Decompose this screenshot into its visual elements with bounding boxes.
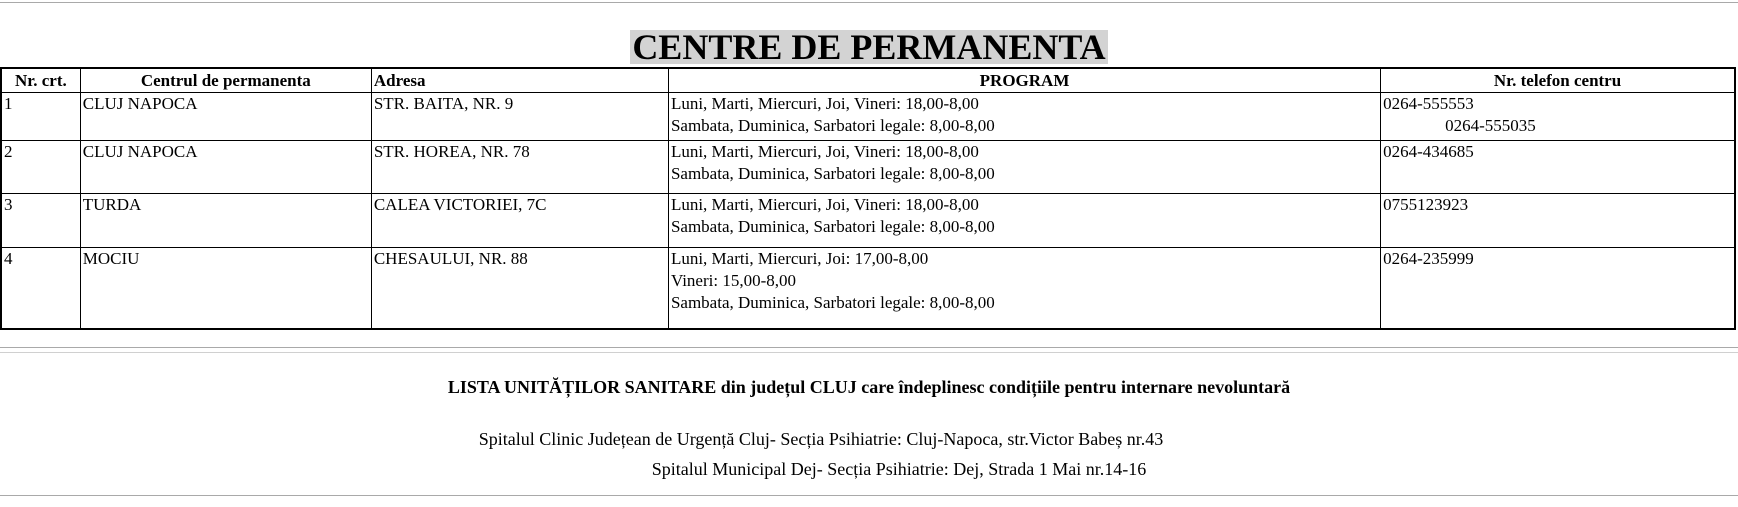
- header-centrul: Centrul de permanenta: [80, 68, 371, 93]
- cell-centru: TURDA: [80, 194, 371, 248]
- cell-telefon: [1381, 248, 1735, 330]
- table-row: [1, 194, 1735, 248]
- centres-table: [0, 67, 1736, 330]
- table-row: [1, 248, 1735, 330]
- header-telefon: Nr. telefon centru: [1381, 68, 1735, 93]
- program-line: Luni, Marti, Miercuri, Joi: 17,00-8,00: [670, 249, 929, 268]
- phone-number: 0264-235999: [1383, 249, 1474, 268]
- section-divider: [0, 347, 1738, 348]
- program-line: Vineri: 15,00-8,00: [670, 271, 796, 290]
- phone-number: 0264-555553: [1383, 94, 1474, 113]
- header-nr-crt: Nr. crt.: [1, 68, 80, 93]
- cell-adresa: STR. HOREA, NR. 78: [371, 141, 668, 194]
- cell-program: [668, 93, 1380, 141]
- header-adresa: Adresa: [371, 68, 668, 93]
- cell-telefon: [1381, 141, 1735, 194]
- cell-nr: 2: [1, 141, 80, 194]
- section-divider-secondary: [0, 352, 1738, 353]
- cell-program: [668, 194, 1380, 248]
- program-line: Sambata, Duminica, Sarbatori legale: 8,00-8,00: [670, 217, 995, 236]
- table-row: [1, 141, 1735, 194]
- bottom-divider: [0, 495, 1738, 496]
- header-program: PROGRAM: [668, 68, 1380, 93]
- phone-number: 0264-555035: [1445, 116, 1536, 135]
- title-container: [0, 27, 1738, 67]
- cell-telefon: [1381, 93, 1735, 141]
- program-line: Sambata, Duminica, Sarbatori legale: 8,00-8,00: [670, 164, 995, 183]
- top-divider: [0, 2, 1738, 3]
- cell-program: [668, 141, 1380, 194]
- program-line: Luni, Marti, Miercuri, Joi, Vineri: 18,00-8,00: [670, 142, 979, 161]
- phone-number: 0755123923: [1383, 195, 1469, 214]
- cell-program: [668, 248, 1380, 330]
- cell-adresa: CHESAULUI, NR. 88: [371, 248, 668, 330]
- program-line: Luni, Marti, Miercuri, Joi, Vineri: 18,00-8,00: [670, 94, 979, 113]
- cell-centru: CLUJ NAPOCA: [80, 141, 371, 194]
- cell-centru: MOCIU: [80, 248, 371, 330]
- list-title: LISTA UNITĂȚILOR SANITARE din județul CLUJ care îndeplinesc condițiile pentru internare nevoluntară: [447, 377, 1291, 397]
- cell-nr: 4: [1, 248, 80, 330]
- page-title: CENTRE DE PERMANENTA: [632, 27, 1106, 67]
- cell-adresa: CALEA VICTORIEI, 7C: [371, 194, 668, 248]
- table-header-row: [1, 68, 1735, 93]
- hospital-item: Spitalul Clinic Județean de Urgență Cluj- Secția Psihiatrie: Cluj-Napoca, str.Victor Babeș nr.43: [478, 429, 1164, 449]
- program-line: Sambata, Duminica, Sarbatori legale: 8,00-8,00: [670, 116, 995, 135]
- phone-number: 0264-434685: [1383, 142, 1474, 161]
- cell-adresa: STR. BAITA, NR. 9: [371, 93, 668, 141]
- cell-nr: 3: [1, 194, 80, 248]
- cell-nr: 1: [1, 93, 80, 141]
- program-line: Sambata, Duminica, Sarbatori legale: 8,00-8,00: [670, 293, 995, 312]
- table-row: [1, 93, 1735, 141]
- cell-centru: CLUJ NAPOCA: [80, 93, 371, 141]
- program-line: Luni, Marti, Miercuri, Joi, Vineri: 18,00-8,00: [670, 195, 979, 214]
- hospital-item: Spitalul Municipal Dej- Secția Psihiatrie: Dej, Strada 1 Mai nr.14-16: [651, 459, 1147, 479]
- cell-telefon: [1381, 194, 1735, 248]
